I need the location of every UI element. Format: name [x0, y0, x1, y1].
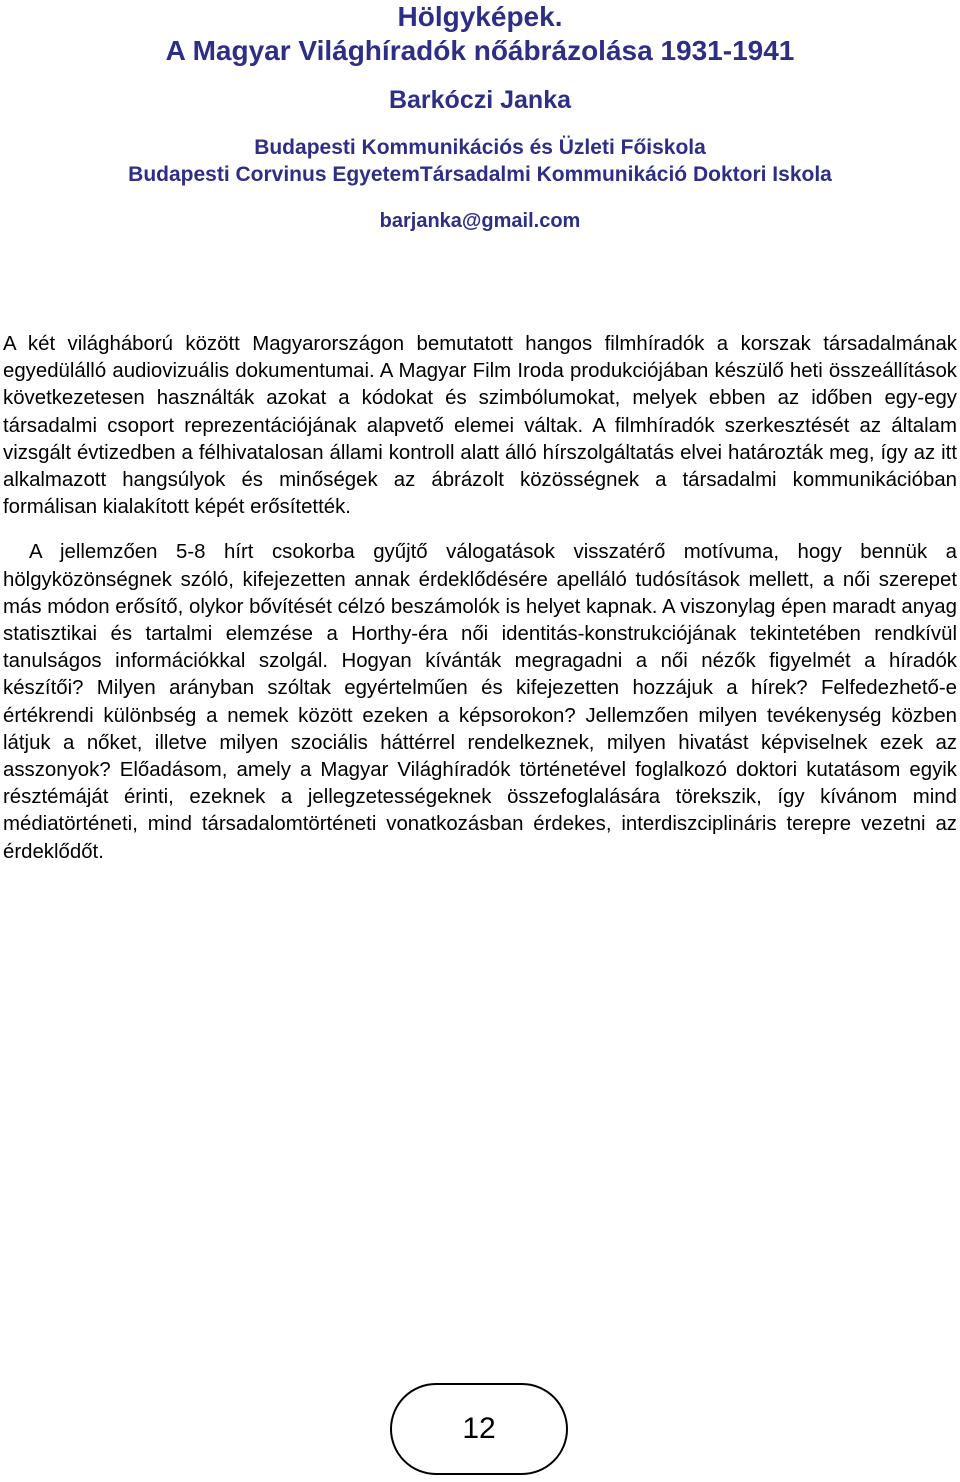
paper-title-line-1: Hölgyképek. — [397, 1, 563, 32]
abstract-paragraph-1: A két világháború között Magyarországon bemutatott hangos filmhíradók a korszak társadalmának egyedülálló audiovizuális dokumentumai. A Magyar Film Iroda produkciójában készülő heti összeállítások következetesen használták azokat a kódokat és szimbólumokat, melyek ebben az időben egy-egy társadalmi csoport reprezentációjának alapvető elemei váltak. A filmhíradók szerkesztését az általam vizsgált évtizedben a félhivatalosan állami kontroll alatt álló hírszolgáltatás elvei határozták meg, így az itt alkalmazott hangsúlyok és minőségek az ábrázolt közösségnek a társadalmi kommunikációban formálisan kialakított képét erősítették. — [3, 333, 957, 519]
affiliation-2: Budapesti Corvinus EgyetemTársadalmi Kommunikáció Doktori Iskola — [128, 163, 832, 186]
document-header — [0, 0, 960, 234]
page-number-badge — [390, 1383, 568, 1475]
page-number: 12 — [462, 1412, 496, 1445]
abstract-paragraph-2: A jellemzően 5-8 hírt csokorba gyűjtő válogatások visszatérő motívuma, hogy bennük a hölgyközönségnek szóló, kifejezetten annak érdeklődésére apelláló tudósítások mellett, a női szerepet más módon erősítő, olykor bővítését célzó beszámolók is helyet kapnak. A viszonylag épen maradt anyag statisztikai és tartalmi elemzése a Horthy-éra női identitás-konstrukciójának tekintetében rendkívül tanulságos információkkal szolgál. Hogyan kívánták megragadni a női nézők figyelmét a híradók készítői? Milyen arányban szóltak egyértelműen és kifejezetten hozzájuk a hírek? Felfedezhető-e értékrendi különbség a nemek között ezeken a képsorokon? Jellemzően milyen tevékenység közben látjuk a nőket, illetve milyen szociális háttérrel rendelkeznek, milyen hivatást képviselnek ezek az asszonyok? Előadásom, amely a Magyar Világhíradók történetével foglalkozó doktori kutatásom egyik résztémáját érinti, ezeknek a jellegzetességeknek összefoglalására törekszik, így kívánom mind médiatörténeti, mind társadalomtörténeti vonatkozásban érdekes, interdiszciplináris terepre vezetni az érdeklődőt. — [3, 541, 957, 863]
abstract-body — [3, 331, 957, 866]
affiliation-1: Budapesti Kommunikációs és Üzleti Főiskola — [254, 136, 706, 159]
author-email: barjanka@gmail.com — [379, 210, 581, 232]
author-name: Barkóczi Janka — [388, 86, 572, 114]
paper-title-line-2: A Magyar Világhíradók nőábrázolása 1931-1941 — [165, 35, 795, 66]
